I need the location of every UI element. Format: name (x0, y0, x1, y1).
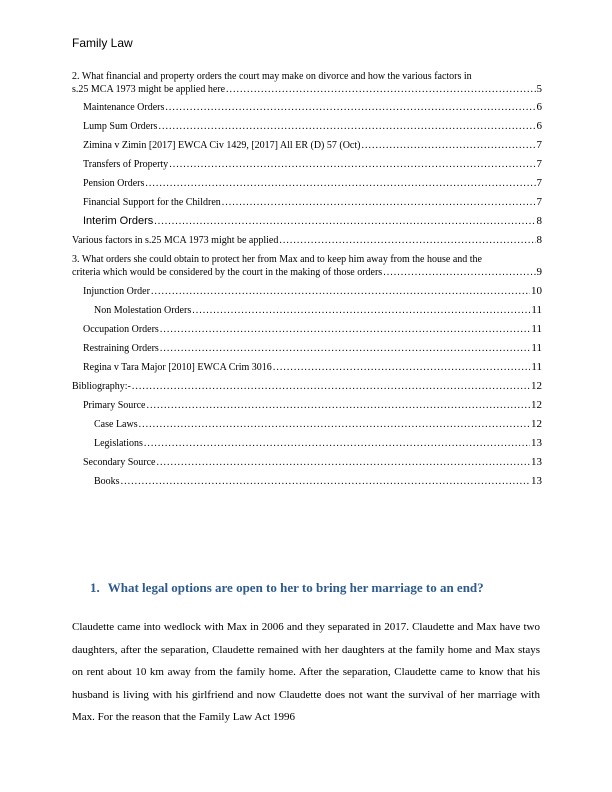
toc-entry-regina[interactable] (72, 361, 542, 380)
toc-page-number: 6 (536, 120, 542, 132)
toc-leader (151, 286, 530, 297)
toc-entry-label: Lump Sum Orders (83, 121, 158, 132)
toc-page-number: 8 (536, 234, 542, 246)
toc-entry-primary-source[interactable] (72, 399, 542, 418)
toc-leader (156, 457, 530, 468)
toc-page-number: 5 (536, 83, 542, 95)
toc-entry-label: Transfers of Property (83, 159, 169, 170)
running-header: Family Law (72, 36, 133, 50)
toc-entry-q3[interactable] (72, 253, 542, 279)
toc-entry-lump-sum[interactable] (72, 120, 542, 139)
toc-entry-restraining[interactable] (72, 342, 542, 361)
toc-entry-label: Various factors in s.25 MCA 1973 might be applied (72, 235, 279, 246)
toc-page-number: 11 (531, 342, 542, 354)
toc-entry-label: Restraining Orders (83, 343, 159, 354)
toc-entry-occupation[interactable] (72, 323, 542, 342)
toc-leader (158, 121, 535, 132)
toc-entry-label: Case Laws (94, 419, 138, 430)
toc-leader (192, 305, 530, 316)
toc-entry-zimina[interactable] (72, 139, 542, 158)
toc-entry-legislations[interactable] (72, 437, 542, 456)
toc-page-number: 12 (531, 380, 542, 392)
toc-entry-label: Bibliography:- (72, 381, 131, 392)
toc-leader (132, 381, 530, 392)
toc-leader (383, 266, 535, 279)
toc-entry-books[interactable] (72, 475, 542, 494)
toc-entry-label: Legislations (94, 438, 143, 449)
toc-leader (139, 419, 530, 430)
section-number: 1. (90, 580, 100, 595)
toc-page-number: 12 (531, 418, 542, 430)
toc-entry-maintenance[interactable] (72, 101, 542, 120)
toc-entry-label: Interim Orders (83, 215, 154, 227)
toc-page-number: 7 (536, 177, 542, 189)
toc-entry-label: Maintenance Orders (83, 102, 165, 113)
toc-entry-financial-support[interactable] (72, 196, 542, 215)
toc-leader (273, 362, 531, 373)
toc-entry-label: Zimina v Zimin [2017] EWCA Civ 1429, [2017] All ER (D) 57 (Oct) (83, 140, 361, 151)
section-heading-text: What legal options are open to her to bring her marriage to an end? (107, 580, 484, 595)
toc-entry-pension[interactable] (72, 177, 542, 196)
toc-page-number: 11 (531, 361, 542, 373)
toc-entry-case-laws[interactable] (72, 418, 542, 437)
toc-entry-label: Financial Support for the Children (83, 197, 221, 208)
toc-page-number: 13 (531, 437, 542, 449)
toc-page-number: 7 (536, 196, 542, 208)
toc-page-number: 12 (531, 399, 542, 411)
toc-entry-label: 2. What financial and property orders the court may make on divorce and how the various factors in (72, 71, 472, 82)
toc-page-number: 6 (536, 101, 542, 113)
toc-leader (160, 343, 531, 354)
toc-entry-label: criteria which would be considered by the court in the making of those orders (72, 267, 383, 278)
toc-entry-label: s.25 MCA 1973 might be applied here (72, 84, 226, 95)
toc-leader (279, 235, 535, 246)
toc-page-number: 11 (531, 304, 542, 316)
toc-entry-label: Primary Source (83, 400, 146, 411)
toc-entry-various-factors[interactable] (72, 234, 542, 253)
toc-entry-label: Pension Orders (83, 178, 145, 189)
toc-page-number: 7 (536, 158, 542, 170)
section-heading (90, 580, 484, 596)
toc-page-number: 10 (531, 285, 542, 297)
toc-entry-interim[interactable] (72, 215, 542, 234)
table-of-contents (72, 70, 542, 494)
toc-entry-label: Non Molestation Orders (94, 305, 192, 316)
body-paragraph: Claudette came into wedlock with Max in 2006 and they separated in 2017. Claudette and Max have two daughters, after the separation, Claudette remained with her daughters at the family home and Max stays on rent about 10 km away from the family home. After the separation, Claudette came to know that his husband is living with his girlfriend and now Claudette does not want the survival of her marriage with Max. For the reason that the Family Law Act 1996 (72, 621, 540, 724)
toc-entry-injunction[interactable] (72, 285, 542, 304)
toc-entry-label: Secondary Source (83, 457, 156, 468)
toc-entry-label: 3. What orders she could obtain to protect her from Max and to keep him away from the house and the (72, 254, 482, 265)
toc-leader (121, 476, 530, 487)
toc-entry-q2[interactable] (72, 70, 542, 96)
toc-leader (361, 140, 535, 151)
toc-page-number: 8 (536, 215, 542, 227)
toc-page-number: 13 (531, 456, 542, 468)
toc-leader (165, 102, 535, 113)
toc-page-number: 11 (531, 323, 542, 335)
toc-leader (154, 216, 535, 227)
toc-entry-non-molestation[interactable] (72, 304, 542, 323)
toc-leader (226, 83, 535, 96)
toc-leader (147, 400, 531, 411)
toc-page-number: 13 (531, 475, 542, 487)
toc-page-number: 9 (536, 266, 542, 278)
toc-entry-label: Injunction Order (83, 286, 150, 297)
toc-page-number: 7 (536, 139, 542, 151)
toc-entry-label: Books (94, 476, 120, 487)
toc-entry-transfers[interactable] (72, 158, 542, 177)
toc-leader (222, 197, 536, 208)
toc-entry-secondary-source[interactable] (72, 456, 542, 475)
toc-leader (144, 438, 530, 449)
toc-leader (145, 178, 535, 189)
toc-leader (160, 324, 531, 335)
toc-entry-label: Occupation Orders (83, 324, 159, 335)
toc-leader (169, 159, 535, 170)
toc-entry-bibliography[interactable] (72, 380, 542, 399)
toc-entry-label: Regina v Tara Major [2010] EWCA Crim 3016 (83, 362, 272, 373)
